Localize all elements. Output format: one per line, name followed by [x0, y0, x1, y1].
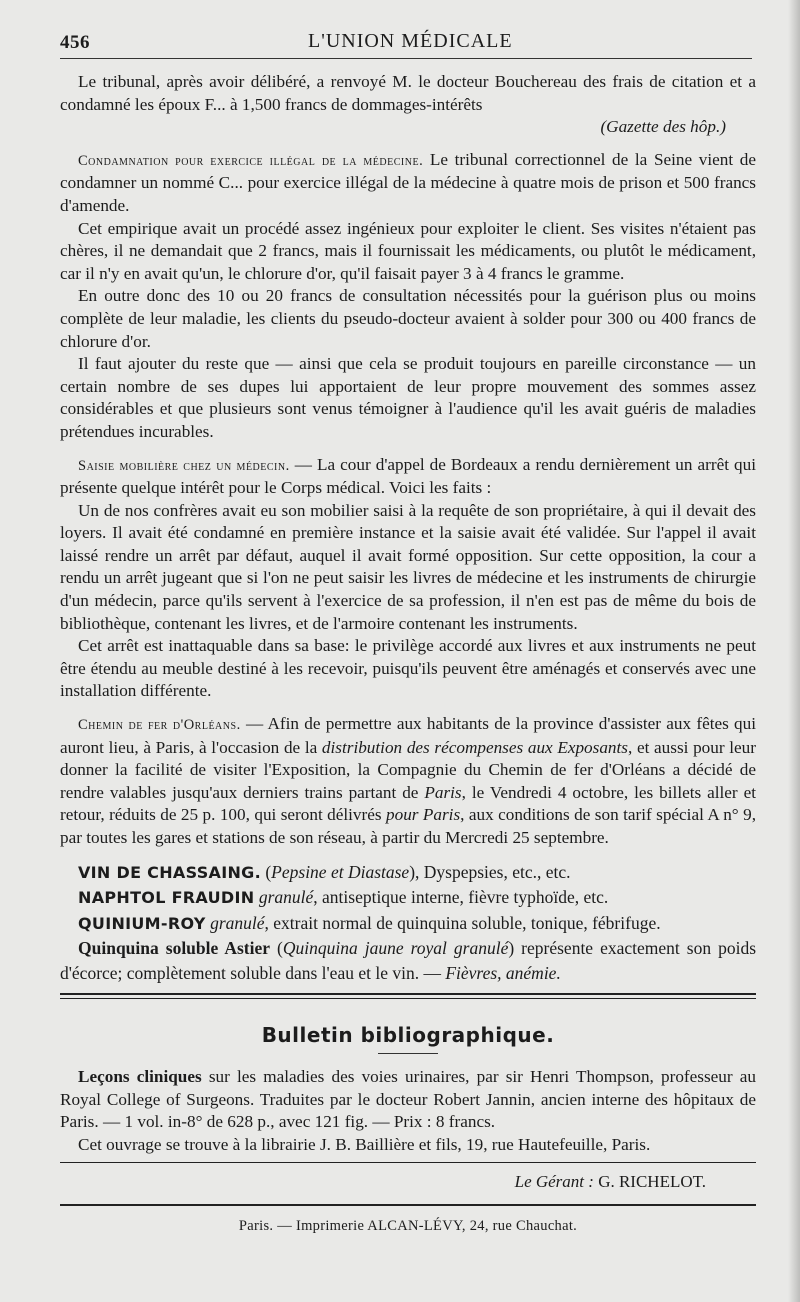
- ad-name: NAPHTOL FRAUDIN: [78, 888, 255, 908]
- arret-paragraph: Cet arrêt est inattaquable dans sa base: le privilège accordé aux livres et aux instruments ne peut être étendu au meuble destiné à les recevoir, puisqu'ils peuvent être aménagés et conservés avec une installation différente.: [60, 636, 756, 701]
- advertisements: [60, 860, 756, 986]
- ad-name: QUINIUM-ROY: [78, 913, 206, 933]
- signature: [60, 1171, 756, 1194]
- page-number: 456: [60, 32, 90, 53]
- bulletin-entry: [60, 1066, 756, 1134]
- ad-chassaing: VIN DE CHASSAING. (Pepsine et Diastase), Dyspepsies, etc., etc.: [78, 861, 571, 882]
- section-divider: [60, 993, 756, 999]
- imprint: Paris. — Imprimerie ALCAN-LÉVY, 24, rue Chauchat.: [238, 1218, 578, 1235]
- dupes-paragraph: Il faut ajouter du reste que — ainsi que cela se produit toujours en pareille circonstance — un certain nombre de ses dupes lui apportaient de leur propre mouvement des sommes assez considérables et que plusieurs sont venus témoigner à l'audience qu'il les avait guéris de maladies prétendues incurables.: [60, 354, 756, 441]
- confrere-paragraph: Un de nos confrères avait eu son mobilier saisi à la requête de son propriétaire, à qui il devait des loyers. Il avait été condamné en première instance et la saisie avait été validée. Sur l'appel il avait laissé rendre un arrêt par défaut, auquel il avait formé opposition. Sur cette opposition, la cour a rendu un arrêt jugeant que si l'on ne peut saisir les livres de médecine et les instruments de chirurgie d'un médecin, parce qu'ils servent à l'exercice de sa profession, il n'en est pas de même du bois de bibliothèque, contenant les livres, et de l'armoire contenant les instruments.: [60, 500, 756, 633]
- book-title: Leçons cliniques: [78, 1067, 202, 1087]
- ad-naphtol: NAPHTOL FRAUDIN granulé, antiseptique interne, fièvre typhoïde, etc.: [78, 887, 609, 908]
- chemin-heading: Chemin de fer d'Orléans.: [78, 717, 241, 734]
- consultation-paragraph: En outre donc des 10 ou 20 francs de consultation nécessités pour la guérison plus ou moins complète de leur maladie, les clients du pseudo-docteur avaient à solder pour 300 ou 400 francs de chlorure d'or.: [60, 286, 756, 351]
- ad-astier: Quinquina soluble Astier (Quinquina jaune royal granulé) représente exactement son poids d'écorce; complètement soluble dans l'eau et le vin. — Fièvres, anémie.: [60, 938, 756, 983]
- saisie-text: La cour d'appel de Bordeaux a rendu dernièrement un arrêt qui présente quelque intérêt pour le Corps médical. Voici les faits :: [60, 454, 756, 498]
- empirique-paragraph: Cet empirique avait un procédé assez ingénieux pour exploiter le client. Ses visites n'étaient pas chères, il ne demandait que 2 francs, mais il fournissait les médicaments, ou plutôt le médicament, car il n'y en avait qu'un, le chlorure d'or, qu'il faisait payer 3 à 4 francs le gramme.: [60, 218, 756, 283]
- bulletin-title: Bulletin bibliographique.: [261, 1023, 555, 1048]
- bulletin-availability: Cet ouvrage se trouve à la librairie J. B. Baillière et fils, 19, rue Hautefeuille, Paris.: [78, 1134, 651, 1154]
- saisie-paragraph: Saisie mobilière chez un médecin. — La cour d'appel de Bordeaux a rendu dernièrement un arrêt qui présente quelque intérêt pour le Corps médical. Voici les faits :: [60, 454, 756, 498]
- page-header: [60, 28, 756, 58]
- condamnation-heading: Condamnation pour exercice illégal de la médecine.: [78, 152, 424, 169]
- footer-rule: [60, 1204, 756, 1206]
- ad-quinium: QUINIUM-ROY granulé, extrait normal de quinquina soluble, tonique, fébrifuge.: [78, 912, 661, 933]
- signature-name: G. RICHELOT.: [598, 1172, 706, 1192]
- signature-label: Le Gérant :: [514, 1172, 599, 1192]
- chemin-paragraph: Chemin de fer d'Orléans. — Afin de permettre aux habitants de la province d'assister aux fêtes qui auront lieu, à Paris, à l'occasion de la distribution des récompenses aux Exposants, et aussi pour leur donner la facilité de visiter l'Exposition, la Compagnie du Chemin de fer d'Orléans a décidé de rendre valables jusqu'aux derniers trains partant de Paris, le Vendredi 4 octobre, les billets aller et retour, réduits de 25 p. 100, qui seront délivrés pour Paris, aux conditions de son tarif spécial A n° 9, par toutes les gares et stations de son réseau, à partir du Mercredi 25 septembre.: [60, 714, 757, 847]
- chemin-text-1: Afin de permettre aux habitants de la province d'assister aux fêtes qui auront lieu, à Paris, à l'occasion de la: [60, 714, 757, 757]
- signature-rule: [60, 1162, 756, 1163]
- ad-name: Quinquina soluble Astier: [78, 938, 270, 959]
- chemin-italic-1: distribution des récompenses aux Exposants: [321, 737, 628, 757]
- ad-name: VIN DE CHASSAING.: [78, 862, 261, 882]
- header-rule: [60, 58, 752, 59]
- tribunal-paragraph: Le tribunal, après avoir délibéré, a renvoyé M. le docteur Bouchereau des frais de citation et a condamné les époux F... à 1,500 francs de dommages-intérêts: [60, 72, 756, 114]
- book-description: sur les maladies des voies urinaires, par sir Henri Thompson, professeur au Royal College of Surgeons. Traduites par le docteur Robert Jannin, ancien interne des hôpitaux de Paris. — 1 vol. in-8° de 628 p., avec 121 fig. — Prix : 8 francs.: [60, 1067, 756, 1132]
- source-note: (Gazette des hôp.): [600, 117, 726, 137]
- chemin-italic-3: pour Paris: [386, 805, 461, 825]
- title-underline: [378, 1053, 438, 1054]
- condamnation-paragraph: [60, 149, 756, 218]
- chemin-italic-2: Paris: [424, 782, 462, 802]
- chemin-text-4: , aux conditions de son tarif spécial A n° 9, par toutes les gares et stations de son réseau, à partir du Mercredi 25 septembre.: [60, 805, 756, 847]
- chemin-text-3: , le Vendredi 4 octobre, les billets aller et retour, réduits de 25 p. 100, qui seront délivrés: [60, 782, 756, 825]
- condamnation-text: Le tribunal correctionnel de la Seine vient de condamner un nommé C... pour exercice illégal de la médecine à quatre mois de prison et 500 francs d'amende.: [60, 149, 757, 215]
- running-title: L'UNION MÉDICALE: [308, 30, 513, 52]
- chemin-text-2: , et aussi pour leur donner la facilité de visiter l'Exposition, la Compagnie du Chemin de fer d'Orléans a décidé de rendre valables jusqu'aux derniers trains partant de: [60, 737, 756, 802]
- saisie-heading: Saisie mobilière chez un médecin.: [78, 457, 290, 474]
